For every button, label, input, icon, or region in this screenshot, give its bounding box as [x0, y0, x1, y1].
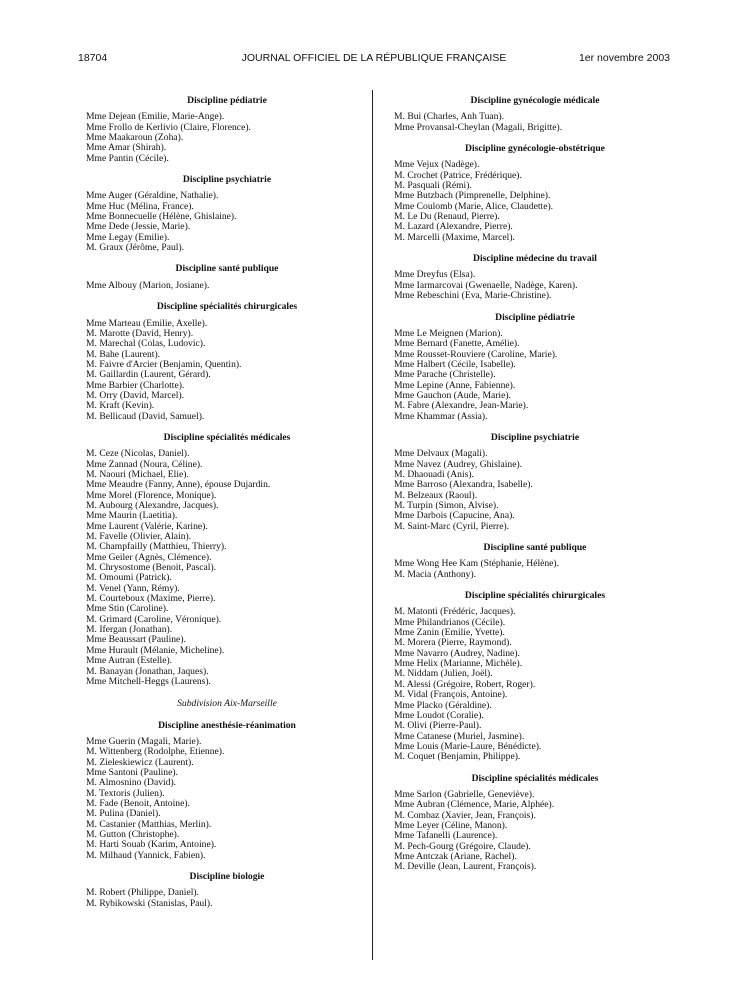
name-entry: M. Textoris (Julien). — [86, 787, 165, 799]
name-entry: M. Castanier (Matthias, Merlin). — [86, 818, 212, 830]
discipline-heading: Discipline santé publique — [483, 542, 587, 554]
discipline-heading: Discipline psychiatrie — [182, 174, 272, 186]
name-entry: M. Alessi (Grégoire, Robert, Roger). — [394, 678, 536, 690]
name-entry: M. Fade (Benoit, Antoine). — [86, 797, 190, 809]
name-entry: Mme Stin (Caroline). — [86, 603, 169, 615]
name-entry: Mme Bonnecuelle (Hélène, Ghislaine). — [86, 211, 237, 223]
name-entry: M. Pulina (Daniel). — [86, 808, 161, 820]
name-entry: Mme Meaudre (Fanny, Anne), épouse Dujardin. — [86, 479, 271, 491]
name-entry: M. Bellicaud (David, Samuel). — [86, 410, 205, 422]
name-entry: M. Rybikowski (Stanislas, Paul). — [86, 897, 213, 909]
name-entry: Mme Leyer (Céline, Manon). — [394, 819, 508, 831]
name-entry: Mme Coulomb (Marie, Alice, Claudette). — [394, 200, 554, 212]
journal-title: JOURNAL OFFICIEL DE LA RÉPUBLIQUE FRANÇAISE — [241, 52, 507, 64]
name-entry: Mme Navarro (Audrey, Nadine). — [394, 647, 520, 659]
discipline-section — [86, 433, 368, 687]
name-entry: M. Macia (Anthony). — [394, 568, 477, 580]
name-entry: Mme Catanese (Muriel, Jasmine). — [394, 730, 525, 742]
right-column — [394, 96, 676, 873]
name-entry: Mme Geiler (Agnès, Clémence). — [86, 551, 212, 563]
discipline-heading: Discipline biologie — [189, 871, 265, 882]
name-entry: M. Venel (Yann, Rémy). — [86, 582, 180, 594]
name-entry: Mme Albouy (Marion, Josiane). — [86, 279, 210, 291]
name-entry: Mme Morel (Florence, Monique). — [86, 489, 217, 501]
name-entry: Mme Amar (Shirah). — [86, 142, 167, 154]
name-entry: Mme Darbois (Capucine, Ana). — [394, 510, 515, 522]
discipline-section — [86, 699, 368, 861]
discipline-section — [394, 433, 676, 532]
name-entry: M. Saint-Marc (Cyril, Pierre). — [394, 520, 510, 532]
subdivision-heading: Subdivision Aix-Marseille — [177, 698, 277, 710]
name-entry: Mme Helix (Marianne, Michèle). — [394, 658, 523, 670]
discipline-section — [394, 254, 676, 301]
name-entry: M. Faivre d'Arcier (Benjamin, Quentin). — [86, 358, 242, 370]
name-entry: Mme Autran (Estelle). — [86, 655, 173, 667]
name-entry: Mme Tafanelli (Laurence). — [394, 830, 498, 842]
name-entry: M. Graux (Jérôme, Paul). — [86, 242, 185, 254]
name-entry: M. Combaz (Xavier, Jean, François). — [394, 809, 536, 821]
name-entry: M. Favelle (Olivier, Alain). — [86, 531, 192, 543]
name-entry: Mme Maurin (Laetitia). — [86, 510, 178, 522]
name-entry: Mme Marteau (Emilie, Axelle). — [86, 317, 208, 329]
name-entry: Mme Philandrianos (Cécile). — [394, 616, 506, 628]
name-entry: M. Crochet (Patrice, Frédérique). — [394, 169, 522, 181]
name-entry: Mme Louis (Marie-Laure, Bénédicte). — [394, 740, 542, 752]
name-entry: M. Niddam (Julien, Joël). — [394, 668, 493, 680]
name-entry: Mme Barbier (Charlotte). — [86, 379, 185, 391]
left-column — [86, 96, 368, 909]
name-entry: Mme Placko (Géraldine). — [394, 699, 492, 711]
discipline-section — [86, 872, 368, 909]
discipline-section — [394, 313, 676, 422]
name-entry: Mme Khammar (Assia). — [394, 410, 488, 422]
name-entry: M. Almosnino (David). — [86, 777, 177, 789]
name-entry: Mme Zannad (Noura, Céline). — [86, 458, 203, 470]
name-entry: Mme Guerin (Magali, Marie). — [86, 735, 202, 747]
name-entry: M. Ceze (Nicolas, Daniel). — [86, 448, 190, 460]
name-entry: M. Morera (Pierre, Raymond). — [394, 637, 512, 649]
name-entry: M. Le Du (Renaud, Pierre). — [394, 211, 500, 223]
publication-date: 1er novembre 2003 — [578, 52, 670, 64]
discipline-heading: Discipline spécialités chirurgicales — [156, 301, 298, 313]
discipline-section — [394, 543, 676, 580]
name-entry: Mme Zanin (Emilie, Yvette). — [394, 627, 505, 639]
name-entry: M. Turpin (Simon, Alvise). — [394, 500, 499, 511]
name-entry: Mme Legay (Emilie). — [86, 231, 170, 243]
name-entry: Mme Beaussart (Pauline). — [86, 634, 186, 646]
discipline-section — [394, 591, 676, 763]
name-entry: M. Omoumi (Patrick). — [86, 572, 172, 584]
name-entry: M. Dhaouadi (Anis). — [394, 468, 474, 480]
name-entry: M. Marcelli (Maxime, Marcel). — [394, 231, 515, 243]
name-entry: Mme Provansal-Cheylan (Magali, Brigitte). — [394, 121, 563, 133]
name-entry: Mme Gauchon (Aude, Marie). — [394, 389, 511, 401]
name-entry: Mme Delvaux (Magali). — [394, 448, 488, 460]
name-entry: Mme Rousset-Rouviere (Caroline, Marie). — [394, 348, 558, 360]
name-entry: Mme Dejean (Emilie, Marie-Ange). — [86, 111, 225, 123]
discipline-heading: Discipline psychiatrie — [490, 431, 580, 443]
discipline-heading: Discipline pédiatrie — [495, 311, 575, 323]
name-entry: M. Pasquali (Rémi). — [394, 180, 472, 192]
name-entry: Mme Halbert (Cécile, Isabelle). — [394, 358, 516, 370]
discipline-heading: Discipline spécialités chirurgicales — [464, 590, 606, 602]
discipline-heading: Discipline pédiatrie — [187, 95, 267, 106]
name-entry: M. Milhaud (Yannick, Fabien). — [86, 849, 206, 861]
name-entry: M. Banayan (Jonathan, Jaques). — [86, 665, 209, 677]
page-header — [0, 0, 748, 66]
name-entry: M. Robert (Philippe, Daniel). — [86, 887, 199, 899]
name-entry: M. Harti Souab (Karim, Antoine). — [86, 839, 217, 851]
name-entry: M. Naouri (Michael, Elie). — [86, 468, 189, 480]
name-entry: M. Olivi (Pierre-Paul). — [394, 720, 482, 732]
name-entry: Mme Dede (Jessie, Marie). — [86, 221, 191, 233]
name-entry: M. Belzeaux (Raoul). — [394, 489, 478, 501]
name-entry: Mme Hurault (Mélanie, Micheline). — [86, 644, 225, 656]
name-entry: Mme Laurent (Valérie, Karine). — [86, 520, 208, 532]
name-entry: Mme Lepine (Anne, Fabienne). — [394, 379, 516, 391]
name-entry: Mme Bernard (Fanette, Amélie). — [394, 338, 520, 350]
name-entry: M. Gaillardin (Laurent, Gérard). — [86, 369, 211, 381]
name-entry: Mme Pantin (Cécile). — [86, 152, 169, 164]
name-entry: M. Marotte (David, Henry). — [86, 327, 194, 339]
name-entry: M. Orry (David, Marcel). — [86, 389, 185, 401]
discipline-section — [394, 774, 676, 873]
name-entry: Mme Sarlon (Gabrielle, Geneviève). — [394, 788, 535, 800]
name-entry: Mme Parache (Christelle). — [394, 369, 496, 381]
name-entry: M. Zieleskiewicz (Laurent). — [86, 756, 194, 768]
discipline-section — [86, 302, 368, 422]
name-entry: Mme Maakaroun (Zoha). — [86, 132, 184, 144]
name-entry: M. Gutton (Christophe). — [86, 828, 180, 840]
name-entry: Mme Huc (Mélina, France). — [86, 200, 194, 212]
name-entry: M. Fabre (Alexandre, Jean-Marie). — [394, 400, 529, 412]
name-entry: M. Pech-Gourg (Grégoire, Claude). — [394, 840, 531, 852]
name-entry: Mme Butzbach (Pimprenelle, Delphine). — [394, 190, 551, 202]
name-entry: M. Ifergan (Jonathan). — [86, 624, 173, 636]
name-entry: M. Lazard (Alexandre, Pierre). — [394, 221, 513, 233]
name-entry: Mme Wong Hee Kam (Stéphanie, Hélène). — [394, 558, 560, 570]
name-entry: Mme Rebeschini (Eva, Marie-Christine). — [394, 290, 552, 302]
name-entry: Mme Santoni (Pauline). — [86, 766, 178, 778]
name-entry: Mme Aubran (Clémence, Marie, Alphée). — [394, 799, 555, 811]
discipline-heading: Discipline anesthésie-réanimation — [158, 719, 296, 731]
name-entry: M. Deville (Jean, Laurent, François). — [394, 861, 537, 873]
name-entry: M. Kraft (Kevin). — [86, 400, 155, 412]
name-entry: M. Coquet (Benjamin, Philippe). — [394, 751, 521, 763]
discipline-section — [86, 175, 368, 253]
name-entry: M. Chrysostome (Benoit, Pascal). — [86, 562, 217, 574]
discipline-section — [86, 96, 368, 164]
name-entry: M. Champfailly (Matthieu, Thierry). — [86, 541, 227, 553]
name-entry: Mme Vejux (Nadège). — [394, 159, 480, 171]
discipline-section — [394, 96, 676, 133]
name-entry: Mme Antczak (Ariane, Rachel). — [394, 850, 517, 862]
name-entry: Mme Dreyfus (Elsa). — [394, 269, 476, 281]
name-entry: M. Marechal (Colas, Ludovic). — [86, 338, 206, 350]
discipline-heading: Discipline gynécologie médicale — [470, 95, 600, 106]
name-entry: Mme Loudot (Coralie). — [394, 709, 484, 721]
name-entry: M. Aubourg (Alexandre, Jacques). — [86, 500, 219, 511]
name-entry: M. Courteboux (Maxime, Pierre). — [86, 593, 216, 605]
name-entry: M. Wittenberg (Rodolphe, Etienne). — [86, 746, 225, 758]
name-entry: M. Matonti (Frédéric, Jacques). — [394, 606, 516, 618]
name-entry: Mme Le Meignen (Marion). — [394, 327, 503, 339]
discipline-heading: Discipline spécialités médicales — [163, 431, 291, 443]
name-entry: Mme Navez (Audrey, Ghislaine). — [394, 458, 523, 470]
column-divider — [372, 90, 373, 960]
name-entry: Mme Barroso (Alexandra, Isabelle). — [394, 479, 533, 491]
discipline-heading: Discipline spécialités médicales — [471, 772, 599, 784]
name-entry: M. Vidal (François, Antoine). — [394, 689, 508, 701]
name-entry: M. Grimard (Caroline, Véronique). — [86, 613, 222, 625]
discipline-section — [86, 264, 368, 291]
name-entry: Mme Iarmarcovai (Gwenaelle, Nadège, Karen). — [394, 279, 578, 291]
name-entry: M. Bahe (Laurent). — [86, 348, 161, 360]
page-number: 18704 — [78, 52, 108, 64]
discipline-heading: Discipline médecine du travail — [473, 253, 597, 265]
name-entry: Mme Auger (Géraldine, Nathalie). — [86, 190, 219, 202]
discipline-heading: Discipline gynécologie-obstétrique — [465, 143, 605, 155]
name-entry: Mme Mitchell-Heggs (Laurens). — [86, 675, 211, 687]
name-entry: Mme Frollo de Kerlivio (Claire, Florence). — [86, 121, 251, 133]
discipline-section — [394, 144, 676, 243]
name-entry: M. Bui (Charles, Anh Tuan). — [394, 111, 505, 123]
discipline-heading: Discipline santé publique — [175, 263, 279, 275]
